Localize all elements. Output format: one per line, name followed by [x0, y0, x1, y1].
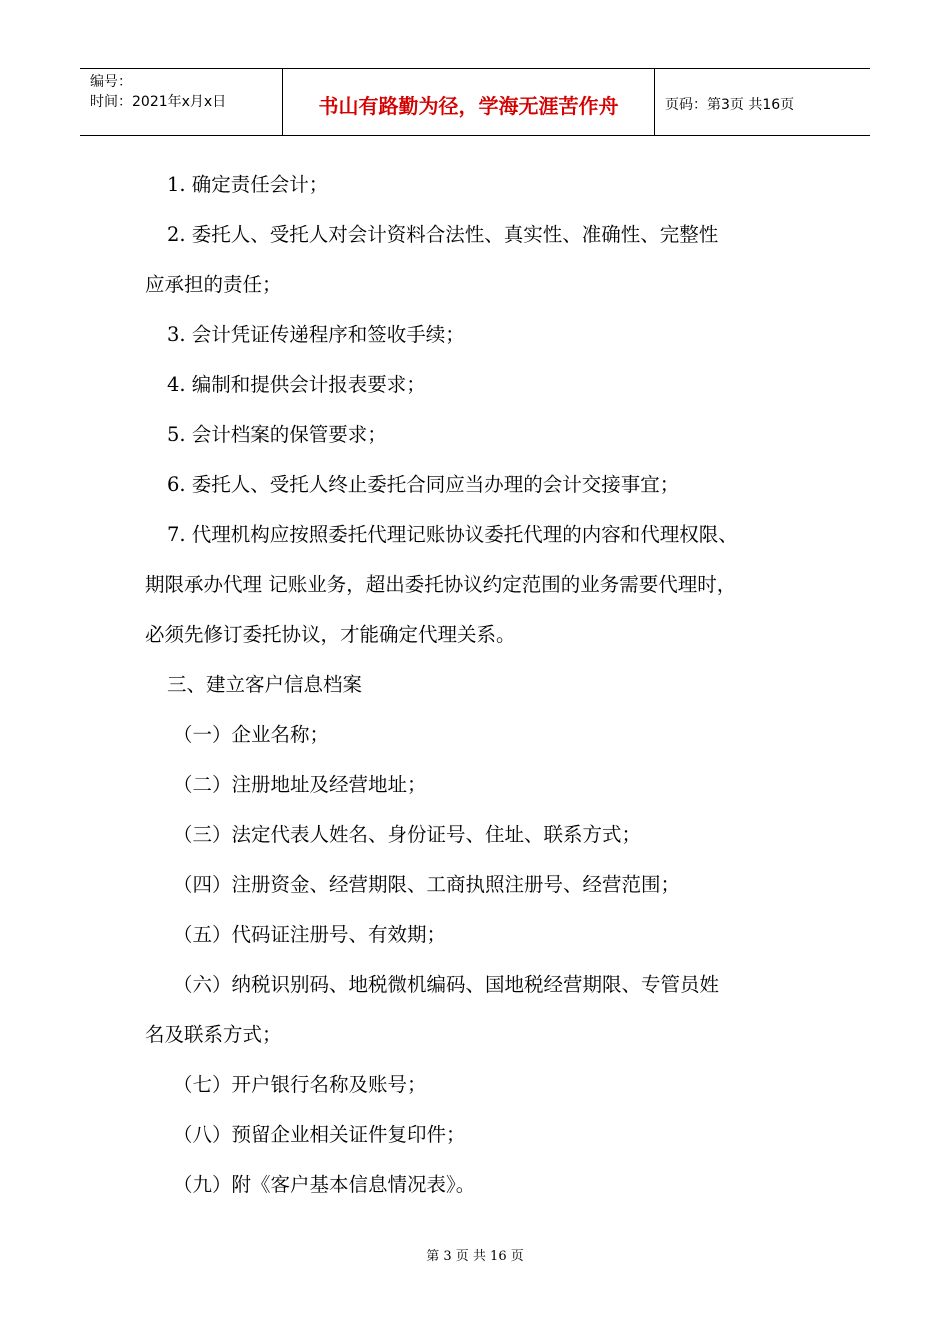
header-motto-cell: [283, 69, 655, 135]
document-date: 时间：2021年x月x日: [90, 94, 227, 110]
list-item-continuation: 名及联系方式；: [145, 1023, 282, 1046]
page-header: [80, 68, 870, 136]
header-page-info: 页码：第3页 共16页: [665, 97, 795, 113]
paragraph: 2. 委托人、受托人对会计资料合法性、真实性、准确性、完整性: [167, 223, 719, 246]
paragraph: 期限承办代理 记账业务，超出委托协议约定范围的业务需要代理时，: [145, 573, 737, 596]
list-item: （七）开户银行名称及账号；: [173, 1073, 427, 1096]
header-meta-cell: [80, 69, 283, 135]
footer-page-number: 第 3 页 共 16 页: [426, 1249, 524, 1264]
list-item: （二）注册地址及经营地址；: [173, 773, 427, 796]
paragraph: 必须先修订委托协议，才能确定代理关系。: [145, 623, 516, 646]
list-item: （八）预留企业相关证件复印件；: [173, 1123, 466, 1146]
paragraph: 3. 会计凭证传递程序和签收手续；: [167, 323, 465, 346]
list-item: （九）附《客户基本信息情况表》。: [173, 1173, 476, 1196]
header-page-cell: [655, 69, 870, 135]
page-footer: [0, 1245, 950, 1264]
paragraph: 7. 代理机构应按照委托代理记账协议委托代理的内容和代理权限、: [167, 523, 738, 546]
section-heading: 三、建立客户信息档案: [167, 673, 363, 696]
paragraph: 6. 委托人、受托人终止委托合同应当办理的会计交接事宜；: [167, 473, 680, 496]
list-item: （一）企业名称；: [173, 723, 330, 746]
list-item: （四）注册资金、经营期限、工商执照注册号、经营范围；: [173, 873, 681, 896]
paragraph: 4. 编制和提供会计报表要求；: [167, 373, 426, 396]
list-item: （三）法定代表人姓名、身份证号、住址、联系方式；: [173, 823, 642, 846]
list-item: （六）纳税识别码、地税微机编码、国地税经营期限、专管员姓: [173, 973, 720, 996]
header-motto: 书山有路勤为径，学海无涯苦作舟: [318, 93, 619, 118]
paragraph: 应承担的责任；: [145, 273, 282, 296]
list-item: （五）代码证注册号、有效期；: [173, 923, 447, 946]
document-body: [145, 160, 825, 1210]
paragraph: 5. 会计档案的保管要求；: [167, 423, 387, 446]
paragraph: 1. 确定责任会计；: [167, 173, 329, 196]
document-number-label: 编号：: [90, 74, 132, 90]
